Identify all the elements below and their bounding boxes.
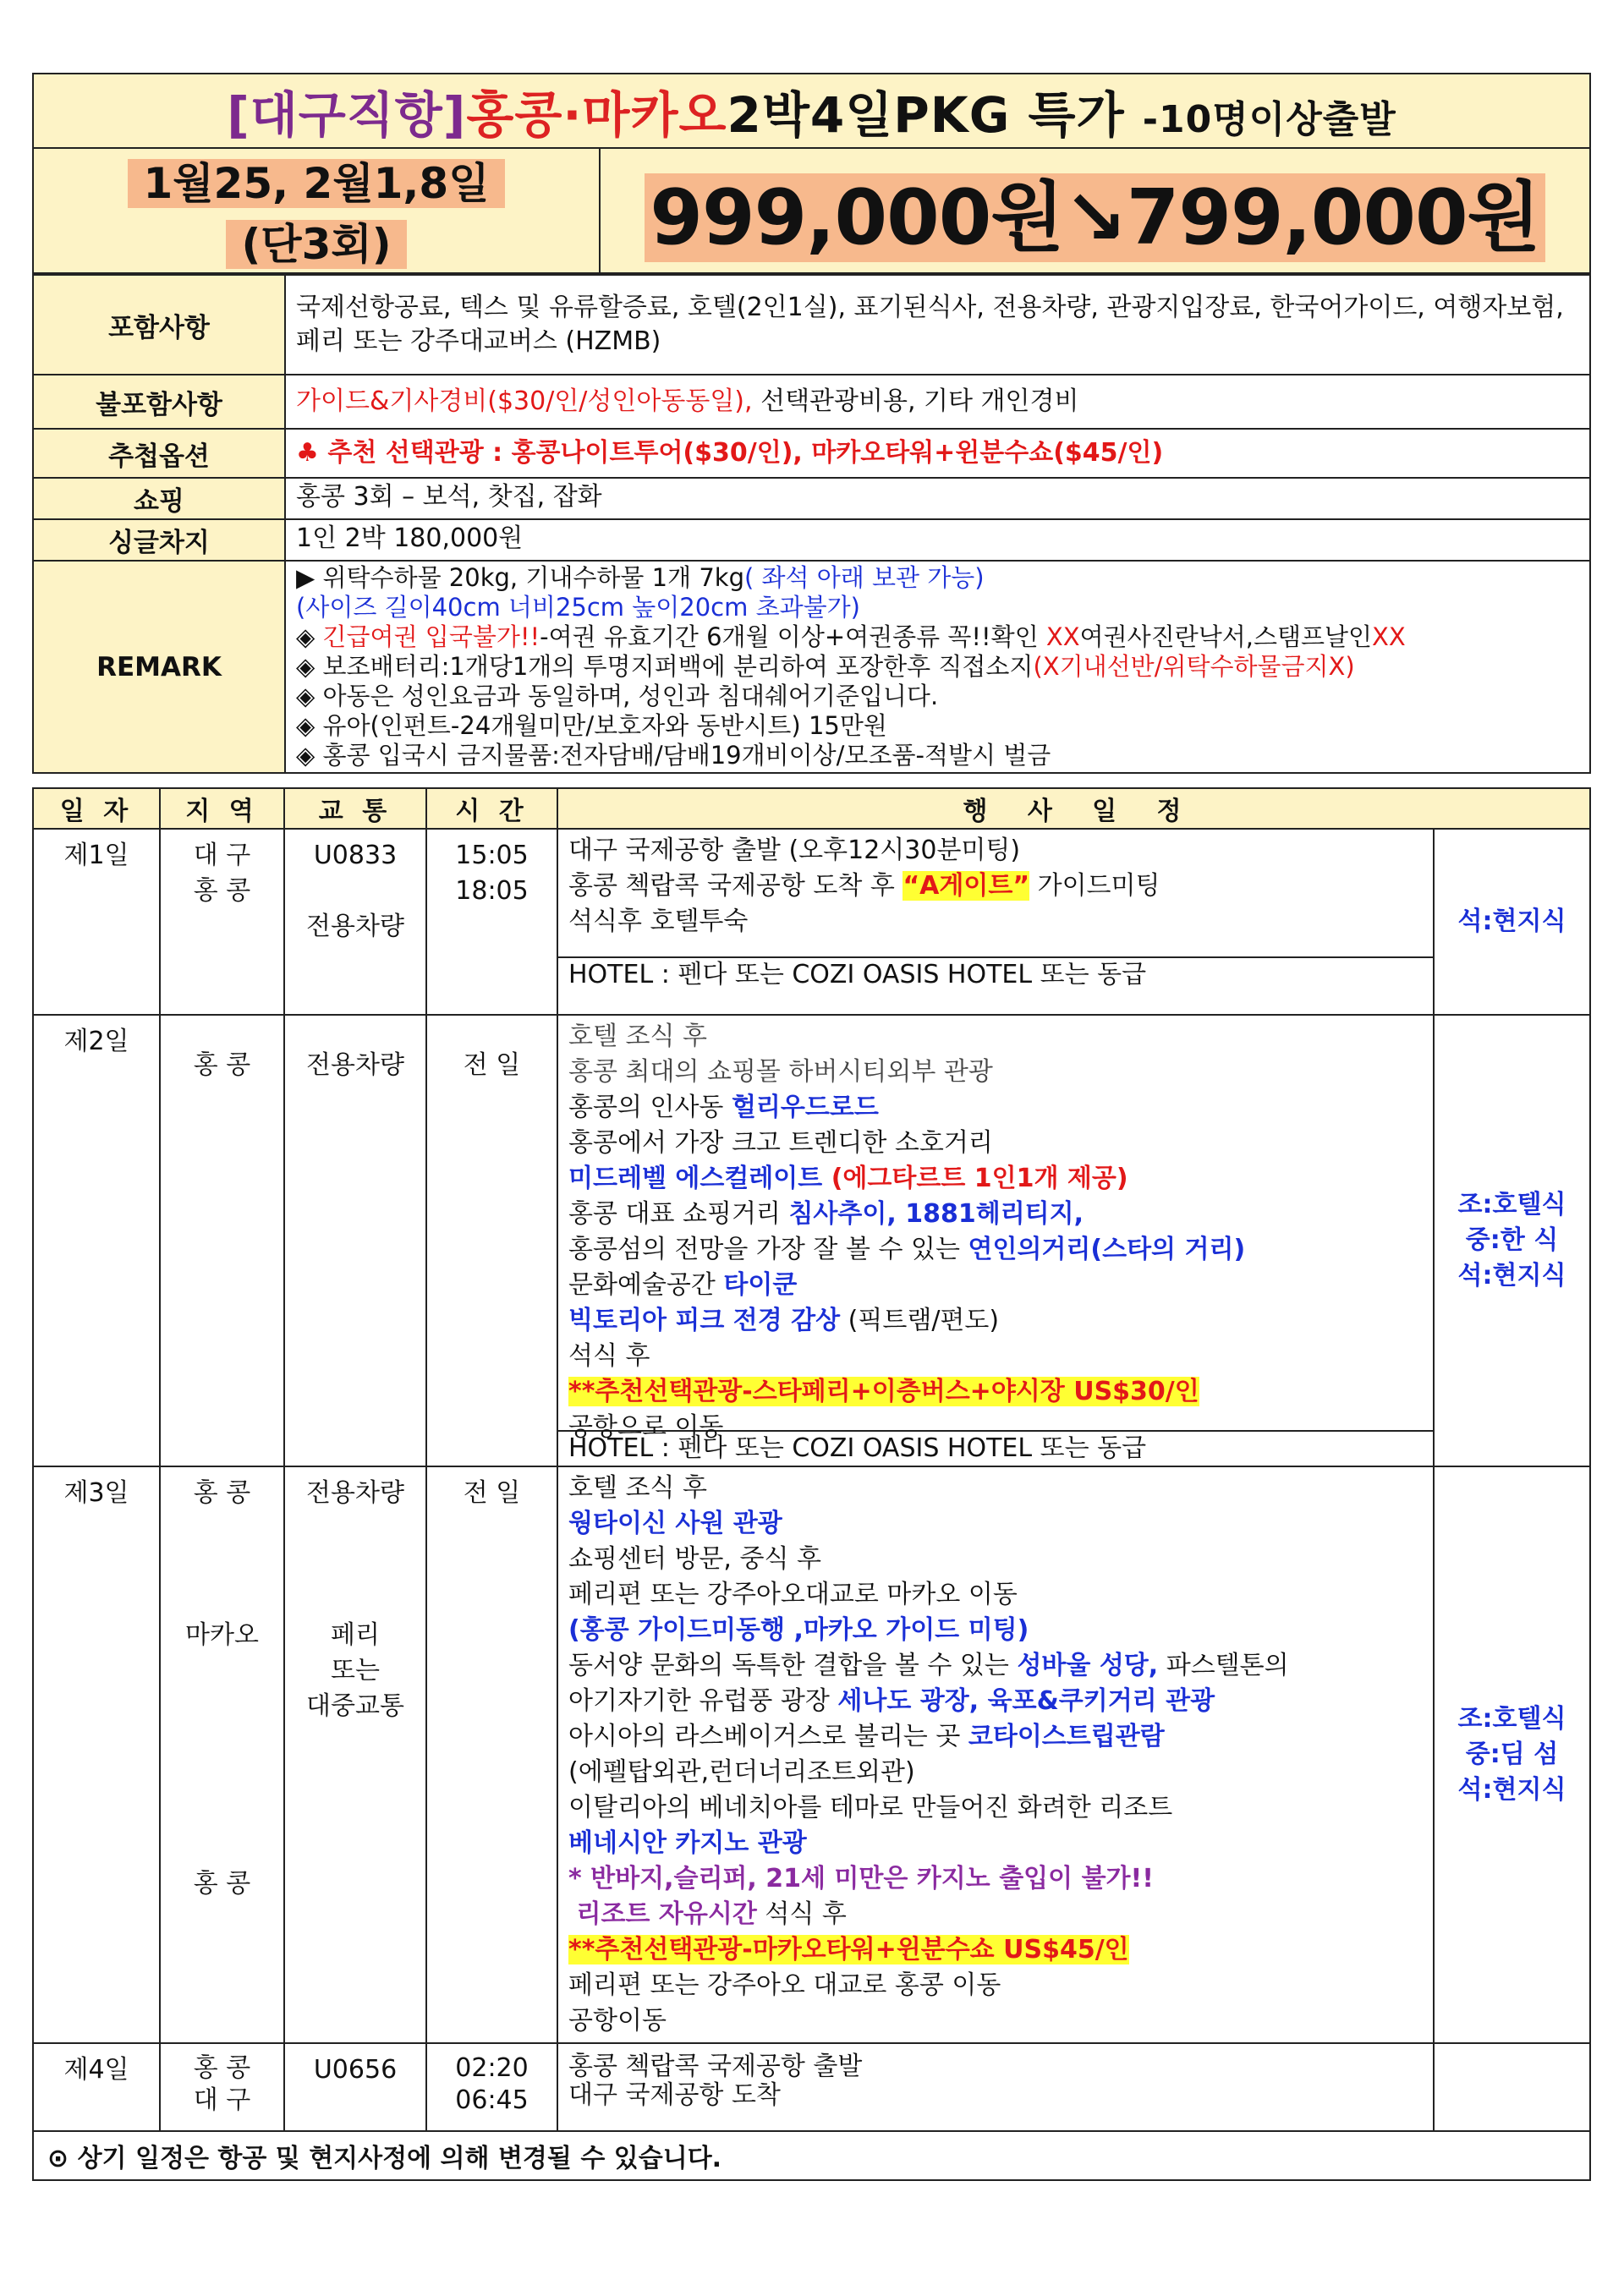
option-text: 추천 선택관광 : 홍콩나이트투어($30/인), 마카오타워+윈분수쇼($45/인) [327,438,1164,468]
day4-transport: U0656 [284,2043,426,2131]
title-min-people: -10명이상출발 [1142,98,1396,141]
day3-meals: 조:호텔식 중:딤 섬 석:현지식 [1434,1466,1590,2043]
day2-transport: 전용차량 [284,1015,426,1466]
day2-region: 홍 콩 [160,1015,284,1466]
remark-line-7: ◈ 홍콩 입국시 금지물품:전자담배/담배19개비이상/모조품-적발시 벌금 [296,741,1051,770]
day4-label: 제4일 [33,2043,160,2131]
excluded-cell [285,375,1590,429]
day4-schedule: 홍콩 첵랍콕 국제공항 출발 대구 국제공항 도착 [557,2043,1434,2131]
title-package: 2박4일PKG 특가 [727,86,1125,144]
itinerary-table [32,787,1591,2181]
header-region: 지 역 [160,788,284,829]
shopping-text: 홍콩 3회 – 보석, 찻집, 잡화 [285,478,1590,519]
day2-label: 제2일 [33,1015,160,1466]
included-text: 국제선항공료, 텍스 및 유류할증료, 호텔(2인1실), 표기된식사, 전용차량, 관광지입장료, 한국어가이드, 여행자보험, 페리 또는 강주대교버스 (HZMB) [285,275,1590,375]
excluded-rest: 선택관광비용, 기타 개인경비 [752,386,1079,416]
remark-label: REMARK [33,561,285,773]
remark-line-3: ◈ 긴급여권 입국불가!!-여권 유효기간 6개월 이상+여권종류 꼭!!확인 XX여권사진란낙서,스탬프날인XX [296,622,1406,651]
day4-time: 02:20 06:45 [426,2043,557,2131]
day2-time: 전 일 [426,1015,557,1466]
day1-time: 15:05 18:05 [426,829,557,1015]
day2-row [33,1015,1590,1466]
single-text: 1인 2박 180,000원 [285,519,1590,561]
title-destination: 홍콩·마카오 [466,86,727,144]
header-time: 시 간 [426,788,557,829]
day1-schedule: 대구 국제공항 출발 (오후12시30분미팅) 홍콩 첵랍콕 국제공항 도착 후 “A게이트” 가이드미팅 석식후 호텔투숙 HOTEL : 펜다 또는 COZI OASIS HOTEL 또는 동급 [557,829,1434,1015]
remark-line-6: ◈ 유아(인펀트-24개월미만/보호자와 동반시트) 15만원 [296,711,887,740]
header-table [32,73,1591,274]
remark-cell [285,561,1590,773]
club-icon: ♣ [296,438,319,468]
day1-row [33,829,1590,1015]
excluded-guide-fee: 가이드&기사경비($30/인/성인아동동일), [296,386,753,416]
info-table [32,274,1591,774]
header-schedule: 행 사 일 정 [557,788,1590,829]
departure-dates [33,148,600,273]
day2-hotel: HOTEL : 펜다 또는 COZI OASIS HOTEL 또는 동급 [558,1430,1433,1466]
option-cell [285,429,1590,478]
price-box [600,148,1590,273]
day1-transport: U0833 전용차량 [284,829,426,1015]
remark-line-1: ▶ 위탁수하물 20kg, 기내수하물 1개 7kg( 좌석 아래 보관 가능) [296,563,985,592]
footer-note: ⊙ 상기 일정은 항공 및 현지사정에 의해 변경될 수 있습니다. [33,2131,1590,2180]
day1-region: 대 구 홍 콩 [160,829,284,1015]
dates-line1: 1월25, 2월1,8일 [128,159,504,208]
day3-time: 전 일 [426,1466,557,2043]
day1-hotel: HOTEL : 펜다 또는 COZI OASIS HOTEL 또는 동급 [558,956,1433,992]
day3-label: 제3일 [33,1466,160,2043]
itinerary-document [32,73,1591,2181]
day3-schedule: 호텔 조식 후 웡타이신 사원 관광 쇼핑센터 방문, 중식 후 페리편 또는 강주아오대교로 마카오 이동 (홍콩 가이드미동행 ,마카오 가이드 미팅) 동서양 문화의 독특한 결합을 볼 수 있는 성바울 성당, 파스텔톤의 아기자기한 유럽풍 광장 세나도 광장, 육포&쿠키거리 관광 아시아의 라스베이거스로 불리는 곳 코타이스트립관람 (에펠탑외관,런더너리조트외관) 이탈리아의 베네치아를 테마로 만들어진 화려한 리조트 베네시안 카지노 관광 * 반바지,슬리퍼, 21세 미만은 카지노 출입이 불가!! 리조트 자유시간 석식 후 **추천선택관광-마카오타워+윈분수쇼 US$45/인 페리편 또는 강주아오 대교로 홍콩 이동 공항이동 [557,1466,1434,2043]
remark-line-2: (사이즈 길이40cm 너비25cm 높이20cm 초과불가) [296,593,860,622]
single-label: 싱글차지 [33,519,285,561]
price-text: 999,000원↘799,000원 [645,173,1544,262]
day2-meals: 조:호텔식 중:한 식 석:현지식 [1434,1015,1590,1466]
page-title [33,74,1590,148]
title-route: [대구직항] [227,86,467,144]
day4-meals [1434,2043,1590,2131]
remark-line-5: ◈ 아동은 성인요금과 동일하며, 성인과 침대쉐어기준입니다. [296,682,939,710]
header-transport: 교 통 [284,788,426,829]
day4-region: 홍 콩 대 구 [160,2043,284,2131]
day3-row [33,1466,1590,2043]
dates-line2: (단3회) [226,220,406,269]
day1-meals: 석:현지식 [1434,829,1590,1015]
option-label: 추첩옵션 [33,429,285,478]
shopping-label: 쇼핑 [33,478,285,519]
day2-schedule: 호텔 조식 후 홍콩 최대의 쇼핑몰 하버시티외부 관광 홍콩의 인사동 헐리우드로드 홍콩에서 가장 크고 트렌디한 소호거리 미드레벨 에스컬레이트 (에그타르트 1인1개 제공) 홍콩 대표 쇼핑거리 침사추이, 1881헤리티지, 홍콩섬의 전망을 가장 잘 볼 수 있는 연인의거리(스타의 거리) 문화예술공간 타이쿤 빅토리아 피크 전경 감상 (픽트램/편도) 석식 후 **추천선택관광-스타페리+이층버스+야시장 US$30/인 공항으로 이동 HOTEL : 펜다 또는 COZI OASIS HOTEL 또는 동급 [557,1015,1434,1466]
header-day: 일 자 [33,788,160,829]
day4-row [33,2043,1590,2131]
remark-line-4: ◈ 보조배터리:1개당1개의 투명지퍼백에 분리하여 포장한후 직접소지(X기내선반/위탁수하물금지X) [296,652,1355,681]
day3-transport: 전용차량 페리 또는 대중교통 [284,1466,426,2043]
day1-label: 제1일 [33,829,160,1015]
excluded-label: 불포함사항 [33,375,285,429]
day3-region: 홍 콩 마카오 홍 콩 [160,1466,284,2043]
included-label: 포함사항 [33,275,285,375]
